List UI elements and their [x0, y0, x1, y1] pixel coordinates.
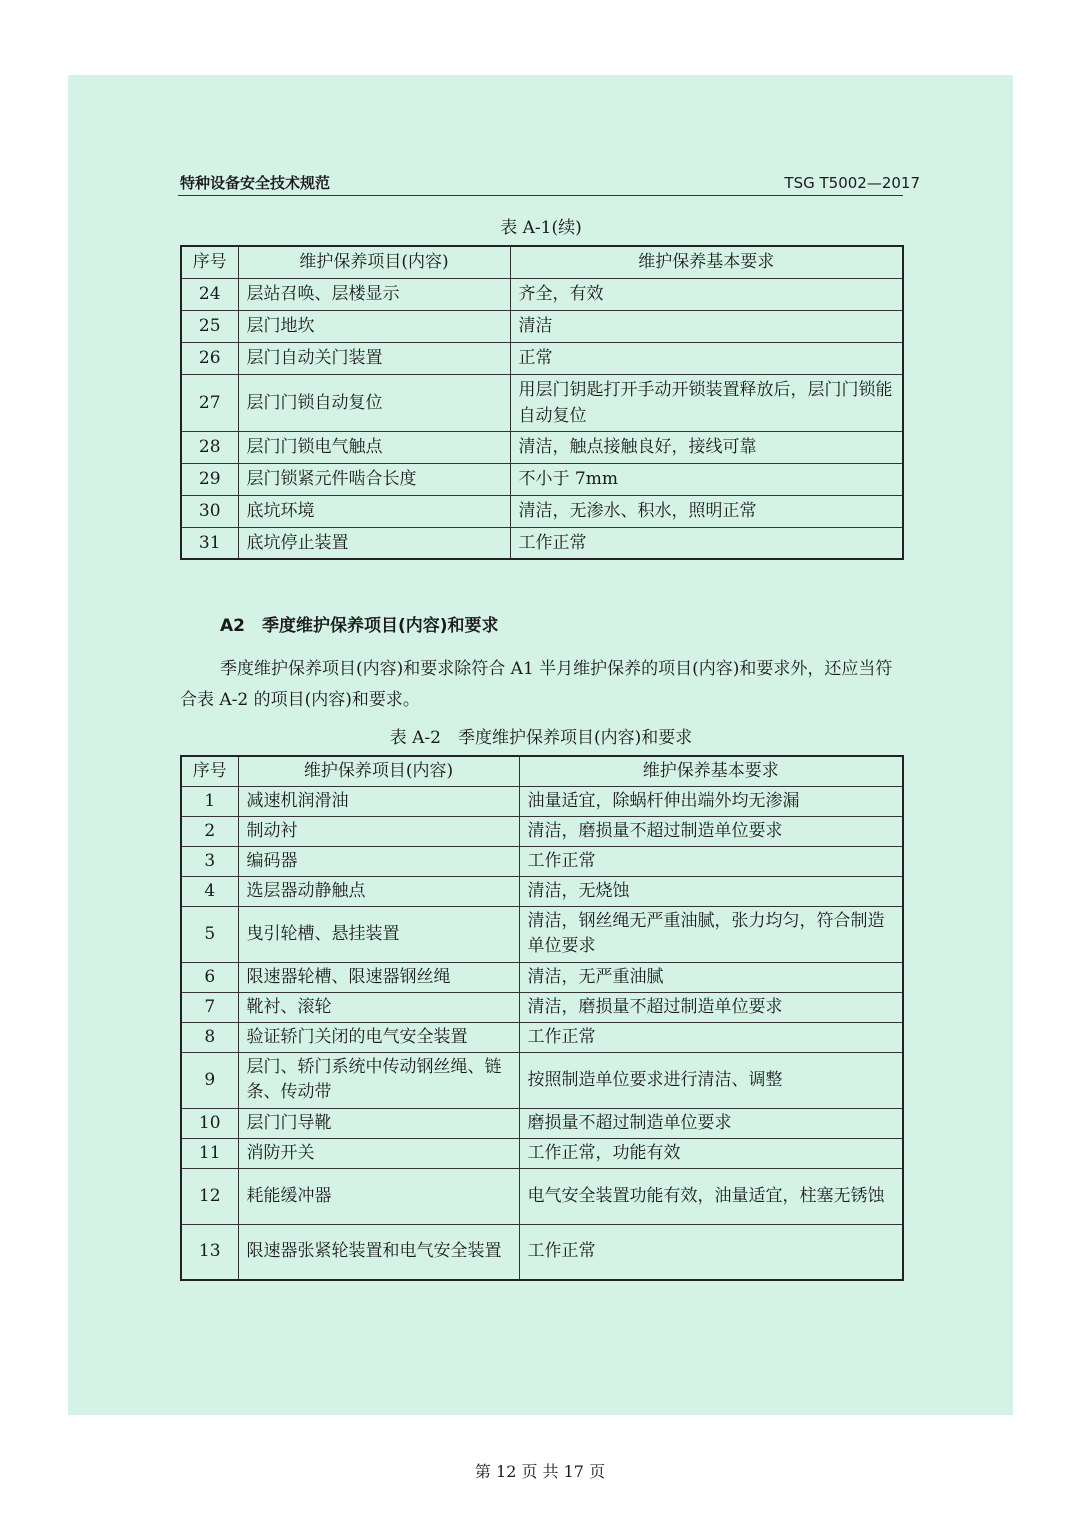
row-item: 曳引轮槽、悬挂装置	[238, 906, 519, 962]
table-row	[181, 310, 903, 342]
row-requirement: 正常	[510, 342, 903, 374]
table-row	[181, 992, 903, 1022]
row-number: 3	[181, 846, 238, 876]
column-header-requirement: 维护保养基本要求	[510, 246, 903, 278]
row-item: 编码器	[238, 846, 519, 876]
row-item: 限速器轮槽、限速器钢丝绳	[238, 962, 519, 992]
row-item: 层门锁紧元件啮合长度	[238, 463, 510, 495]
table-row	[181, 816, 903, 846]
row-item: 层门地坎	[238, 310, 510, 342]
row-requirement: 不小于 7mm	[510, 463, 903, 495]
row-item: 层门门锁自动复位	[238, 374, 510, 431]
column-header-number: 序号	[181, 756, 238, 786]
row-requirement: 工作正常，功能有效	[519, 1138, 903, 1168]
table-row	[181, 876, 903, 906]
table-row	[181, 1224, 903, 1280]
table-row	[181, 1168, 903, 1224]
row-requirement: 工作正常	[519, 846, 903, 876]
row-number: 6	[181, 962, 238, 992]
row-item: 层门、轿门系统中传动钢丝绳、链条、传动带	[238, 1052, 519, 1108]
table-row	[181, 786, 903, 816]
row-number: 24	[181, 278, 238, 310]
row-number: 13	[181, 1224, 238, 1280]
table-row	[181, 374, 903, 431]
row-number: 1	[181, 786, 238, 816]
row-item: 底坑环境	[238, 495, 510, 527]
row-number: 10	[181, 1108, 238, 1138]
row-item: 层门门锁电气触点	[238, 431, 510, 463]
table-row	[181, 1138, 903, 1168]
row-number: 29	[181, 463, 238, 495]
table1-caption: 表 A-1(续)	[500, 218, 582, 238]
row-requirement: 工作正常	[510, 527, 903, 559]
table-row	[181, 906, 903, 962]
row-item: 制动衬	[238, 816, 519, 846]
row-item: 层门自动关门装置	[238, 342, 510, 374]
row-requirement: 工作正常	[519, 1022, 903, 1052]
row-number: 25	[181, 310, 238, 342]
row-number: 31	[181, 527, 238, 559]
row-item: 验证轿门关闭的电气安全装置	[238, 1022, 519, 1052]
row-number: 5	[181, 906, 238, 962]
row-requirement: 清洁，无烧蚀	[519, 876, 903, 906]
row-requirement: 清洁	[510, 310, 903, 342]
table-row	[181, 431, 903, 463]
table-row	[181, 1052, 903, 1108]
row-number: 11	[181, 1138, 238, 1168]
row-requirement: 用层门钥匙打开手动开锁装置释放后，层门门锁能自动复位	[510, 374, 903, 431]
column-header-item: 维护保养项目(内容)	[238, 756, 519, 786]
row-requirement: 清洁，无严重油腻	[519, 962, 903, 992]
row-requirement: 工作正常	[519, 1224, 903, 1280]
column-header-number: 序号	[181, 246, 238, 278]
section-paragraph: 季度维护保养项目(内容)和要求除符合 A1 半月维护保养的项目(内容)和要求外，还应当符合表 A-2 的项目(内容)和要求。	[180, 659, 893, 710]
row-number: 12	[181, 1168, 238, 1224]
table-row	[181, 1108, 903, 1138]
row-item: 层门门导靴	[238, 1108, 519, 1138]
column-header-item: 维护保养项目(内容)	[238, 246, 510, 278]
page-number-footer: 第 12 页 共 17 页	[474, 1462, 606, 1481]
header-standard-code: TSG T5002—2017	[784, 174, 920, 192]
row-number: 2	[181, 816, 238, 846]
maintenance-table-a1	[180, 245, 904, 560]
table-row	[181, 527, 903, 559]
table-row	[181, 278, 903, 310]
row-item: 靴衬、滚轮	[238, 992, 519, 1022]
row-item: 消防开关	[238, 1138, 519, 1168]
row-requirement: 油量适宜，除蜗杆伸出端外均无渗漏	[519, 786, 903, 816]
row-number: 7	[181, 992, 238, 1022]
table2-caption: 表 A-2 季度维护保养项目(内容)和要求	[389, 728, 693, 748]
table-row	[181, 342, 903, 374]
header-spec-title: 特种设备安全技术规范	[180, 174, 331, 192]
row-item: 选层器动静触点	[238, 876, 519, 906]
row-requirement: 电气安全装置功能有效，油量适宜，柱塞无锈蚀	[519, 1168, 903, 1224]
row-item: 底坑停止装置	[238, 527, 510, 559]
table-row	[181, 846, 903, 876]
row-number: 8	[181, 1022, 238, 1052]
table-row	[181, 495, 903, 527]
row-requirement: 清洁，磨损量不超过制造单位要求	[519, 992, 903, 1022]
row-item: 减速机润滑油	[238, 786, 519, 816]
row-item: 限速器张紧轮装置和电气安全装置	[238, 1224, 519, 1280]
row-number: 28	[181, 431, 238, 463]
row-requirement: 清洁，磨损量不超过制造单位要求	[519, 816, 903, 846]
maintenance-table-a2	[180, 755, 904, 1281]
row-number: 4	[181, 876, 238, 906]
row-item: 层站召唤、层楼显示	[238, 278, 510, 310]
row-number: 26	[181, 342, 238, 374]
row-requirement: 清洁，触点接触良好，接线可靠	[510, 431, 903, 463]
row-requirement: 齐全，有效	[510, 278, 903, 310]
row-number: 30	[181, 495, 238, 527]
row-requirement: 磨损量不超过制造单位要求	[519, 1108, 903, 1138]
header-divider	[178, 195, 903, 196]
table-row	[181, 1022, 903, 1052]
row-requirement: 清洁，无渗水、积水，照明正常	[510, 495, 903, 527]
row-item: 耗能缓冲器	[238, 1168, 519, 1224]
column-header-requirement: 维护保养基本要求	[519, 756, 903, 786]
row-number: 27	[181, 374, 238, 431]
section-heading: A2 季度维护保养项目(内容)和要求	[220, 616, 499, 636]
table-row	[181, 962, 903, 992]
row-requirement: 清洁，钢丝绳无严重油腻，张力均匀，符合制造单位要求	[519, 906, 903, 962]
table-row	[181, 463, 903, 495]
row-requirement: 按照制造单位要求进行清洁、调整	[519, 1052, 903, 1108]
row-number: 9	[181, 1052, 238, 1108]
